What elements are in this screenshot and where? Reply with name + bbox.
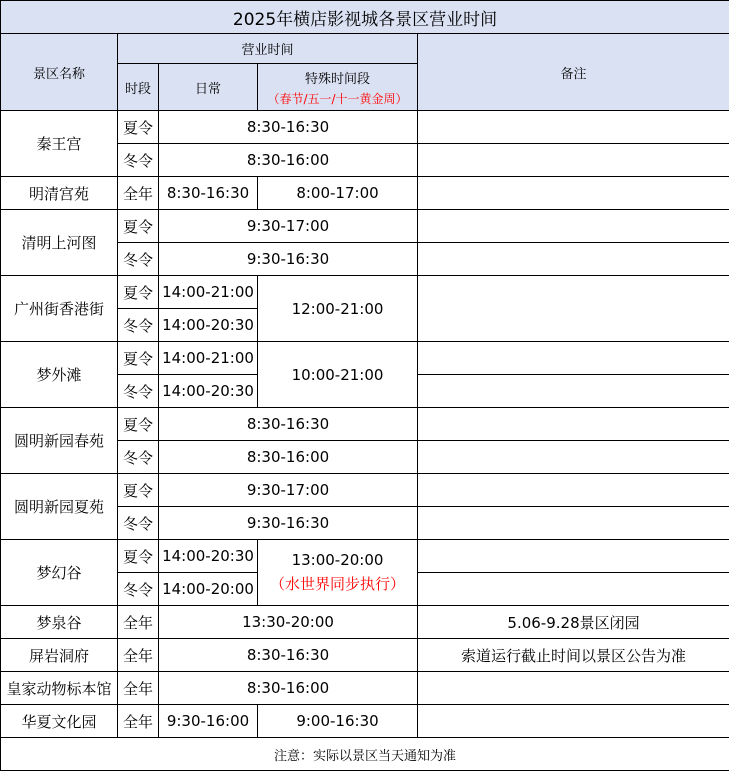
period-cell: 夏令 [118,408,159,441]
remark-cell [418,672,729,705]
daily-cell: 9:30-16:00 [159,705,258,738]
remark-cell [418,507,729,540]
special-cell: 10:00-21:00 [258,342,418,408]
remark-cell [418,276,729,342]
special-note: （水世界同步执行） [269,575,405,593]
header-special-note: （春节/五一/十一黄金周） [267,91,408,106]
period-cell: 冬令 [118,375,159,408]
period-cell: 冬令 [118,309,159,342]
hours-cell: 9:30-17:00 [159,474,418,507]
hours-cell: 9:30-16:30 [159,507,418,540]
period-cell: 全年 [118,606,159,639]
period-cell: 全年 [118,177,159,210]
remark-cell [418,144,729,177]
special-cell [258,540,418,606]
header-special-label: 特殊时间段 [304,71,370,87]
remark-cell [418,210,729,243]
hours-cell: 9:30-16:30 [159,243,418,276]
period-cell: 夏令 [118,540,159,573]
remark-cell [418,375,729,408]
daily-cell: 14:00-20:30 [159,540,258,573]
hours-cell: 13:30-20:00 [159,606,418,639]
scenic-name: 清明上河图 [1,210,118,276]
hours-cell: 8:30-16:00 [159,672,418,705]
hours-cell: 8:30-16:30 [159,408,418,441]
header-remark: 备注 [418,34,729,111]
scenic-name: 圆明新园夏苑 [1,474,118,540]
period-cell: 夏令 [118,276,159,309]
remark-cell [418,243,729,276]
remark-cell [418,474,729,507]
period-cell: 冬令 [118,243,159,276]
scenic-name: 广州街香港街 [1,276,118,342]
header-hours: 营业时间 [118,34,418,64]
remark-cell [418,342,729,375]
scenic-name: 梦外滩 [1,342,118,408]
special-hours: 13:00-20:00 [291,551,384,569]
remark-cell [418,573,729,606]
period-cell: 夏令 [118,210,159,243]
remark-cell [418,408,729,441]
remark-cell [418,177,729,210]
period-cell: 全年 [118,639,159,672]
daily-cell: 14:00-20:30 [159,309,258,342]
period-cell: 冬令 [118,144,159,177]
daily-cell: 14:00-20:00 [159,573,258,606]
scenic-name: 圆明新园春苑 [1,408,118,474]
remark-cell: 索道运行截止时间以景区公告为准 [418,639,729,672]
remark-cell [418,441,729,474]
special-cell: 8:00-17:00 [258,177,418,210]
hours-cell: 8:30-16:30 [159,639,418,672]
remark-cell: 5.06-9.28景区闭园 [418,606,729,639]
header-name: 景区名称 [1,34,118,111]
hours-cell: 9:30-17:00 [159,210,418,243]
scenic-name: 明清宫苑 [1,177,118,210]
special-cell: 9:00-16:30 [258,705,418,738]
period-cell: 全年 [118,672,159,705]
period-cell: 全年 [118,705,159,738]
daily-cell: 14:00-21:00 [159,342,258,375]
period-cell: 冬令 [118,507,159,540]
daily-cell: 14:00-21:00 [159,276,258,309]
hours-cell: 8:30-16:30 [159,111,418,144]
special-cell: 12:00-21:00 [258,276,418,342]
period-cell: 夏令 [118,111,159,144]
header-period: 时段 [118,64,159,111]
scenic-name: 屏岩洞府 [1,639,118,672]
period-cell: 夏令 [118,342,159,375]
scenic-name: 皇家动物标本馆 [1,672,118,705]
period-cell: 夏令 [118,474,159,507]
remark-cell [418,540,729,573]
daily-cell: 8:30-16:30 [159,177,258,210]
footer-note: 注意：实际以景区当天通知为准 [1,738,729,771]
scenic-name: 华夏文化园 [1,705,118,738]
period-cell: 冬令 [118,573,159,606]
scenic-name: 秦王宫 [1,111,118,177]
header-daily: 日常 [159,64,258,111]
remark-cell [418,111,729,144]
hours-cell: 8:30-16:00 [159,441,418,474]
daily-cell: 14:00-20:30 [159,375,258,408]
hours-cell: 8:30-16:00 [159,144,418,177]
period-cell: 冬令 [118,441,159,474]
header-special [258,64,418,111]
remark-cell [418,705,729,738]
page-title: 2025年横店影视城各景区营业时间 [1,1,729,34]
scenic-name: 梦幻谷 [1,540,118,606]
scenic-name: 梦泉谷 [1,606,118,639]
